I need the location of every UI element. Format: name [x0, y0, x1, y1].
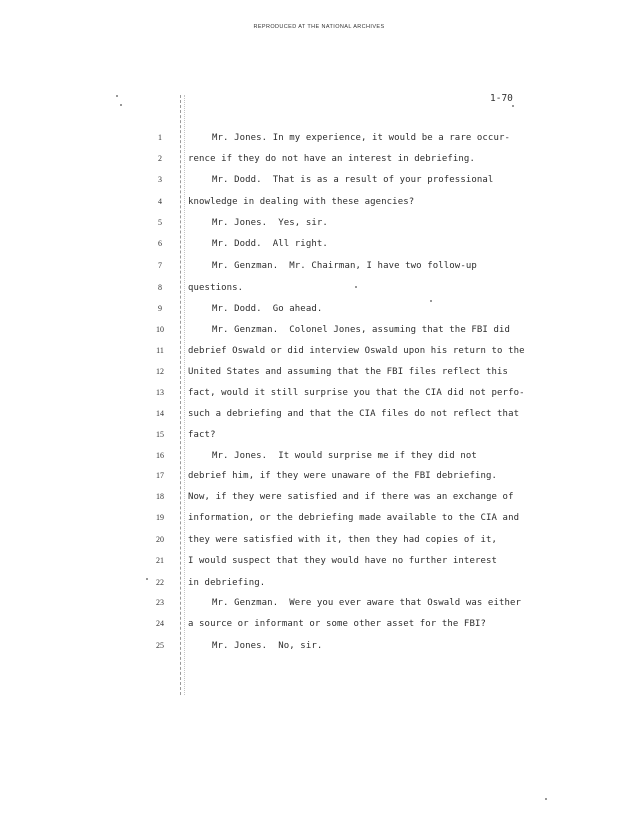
line-number: 4	[158, 197, 162, 206]
line-number: 13	[156, 388, 164, 397]
page-number: 1-70	[490, 93, 513, 104]
scan-speck	[116, 95, 118, 97]
line-number: 10	[156, 325, 164, 334]
transcript-line: debrief him, if they were unaware of the FBI debriefing.	[188, 471, 498, 481]
line-number: 8	[158, 283, 162, 292]
scan-speck	[512, 105, 514, 107]
transcript-line: questions.	[188, 283, 244, 293]
transcript-line: Mr. Jones. Yes, sir.	[212, 218, 328, 228]
transcript-line: I would suspect that they would have no further interest	[188, 556, 498, 566]
margin-rule	[180, 95, 181, 695]
line-number: 15	[156, 430, 164, 439]
line-number: 1	[158, 133, 162, 142]
line-number: 7	[158, 261, 162, 270]
line-number: 24	[156, 619, 164, 628]
transcript-line: knowledge in dealing with these agencies?	[188, 197, 415, 207]
transcript-line: Now, if they were satisfied and if there was an exchange of	[188, 492, 514, 502]
transcript-line: fact?	[188, 430, 216, 440]
transcript-line: Mr. Dodd. Go ahead.	[212, 304, 323, 314]
transcript-line: such a debriefing and that the CIA files do not reflect that	[188, 409, 520, 419]
transcript-line: Mr. Jones. In my experience, it would be a rare occur-	[212, 133, 510, 143]
transcript-line: information, or the debriefing made available to the CIA and	[188, 513, 520, 523]
line-number: 9	[158, 304, 162, 313]
line-number: 12	[156, 367, 164, 376]
scan-speck	[545, 798, 547, 800]
line-number: 14	[156, 409, 164, 418]
transcript-line: rence if they do not have an interest in debriefing.	[188, 154, 475, 164]
line-number: 11	[156, 346, 164, 355]
scan-speck	[355, 286, 357, 288]
transcript-line: Mr. Genzman. Mr. Chairman, I have two follow-up	[212, 261, 477, 271]
line-number: 19	[156, 513, 164, 522]
scan-speck	[430, 300, 432, 302]
line-number: 21	[156, 556, 164, 565]
line-number: 17	[156, 471, 164, 480]
transcript-line: Mr. Genzman. Colonel Jones, assuming that the FBI did	[212, 325, 510, 335]
line-number: 6	[158, 239, 162, 248]
transcript-line: Mr. Genzman. Were you ever aware that Oswald was either	[212, 598, 522, 608]
line-number: 20	[156, 535, 164, 544]
line-number: 18	[156, 492, 164, 501]
scan-speck	[120, 104, 122, 106]
line-number: 16	[156, 451, 164, 460]
transcript-line: Mr. Jones. It would surprise me if they did not	[212, 451, 477, 461]
line-number: 23	[156, 598, 164, 607]
transcript-line: they were satisfied with it, then they had copies of it,	[188, 535, 498, 545]
transcript-line: debrief Oswald or did interview Oswald upon his return to the	[188, 346, 525, 356]
scan-speck	[146, 578, 148, 580]
transcript-line: Mr. Dodd. That is as a result of your professional	[212, 175, 494, 185]
transcript-line: Mr. Dodd. All right.	[212, 239, 328, 249]
transcript-line: a source or informant or some other asset for the FBI?	[188, 619, 486, 629]
line-number: 25	[156, 641, 164, 650]
line-number: 3	[158, 175, 162, 184]
line-number: 2	[158, 154, 162, 163]
margin-rule-secondary	[184, 95, 185, 695]
archives-header: REPRODUCED AT THE NATIONAL ARCHIVES	[253, 24, 385, 30]
transcript-line: Mr. Jones. No, sir.	[212, 641, 323, 651]
transcript-line: United States and assuming that the FBI files reflect this	[188, 367, 509, 377]
transcript-line: fact, would it still surprise you that the CIA did not perfo-	[188, 388, 525, 398]
line-number: 22	[156, 578, 164, 587]
line-number: 5	[158, 218, 162, 227]
transcript-line: in debriefing.	[188, 578, 266, 588]
